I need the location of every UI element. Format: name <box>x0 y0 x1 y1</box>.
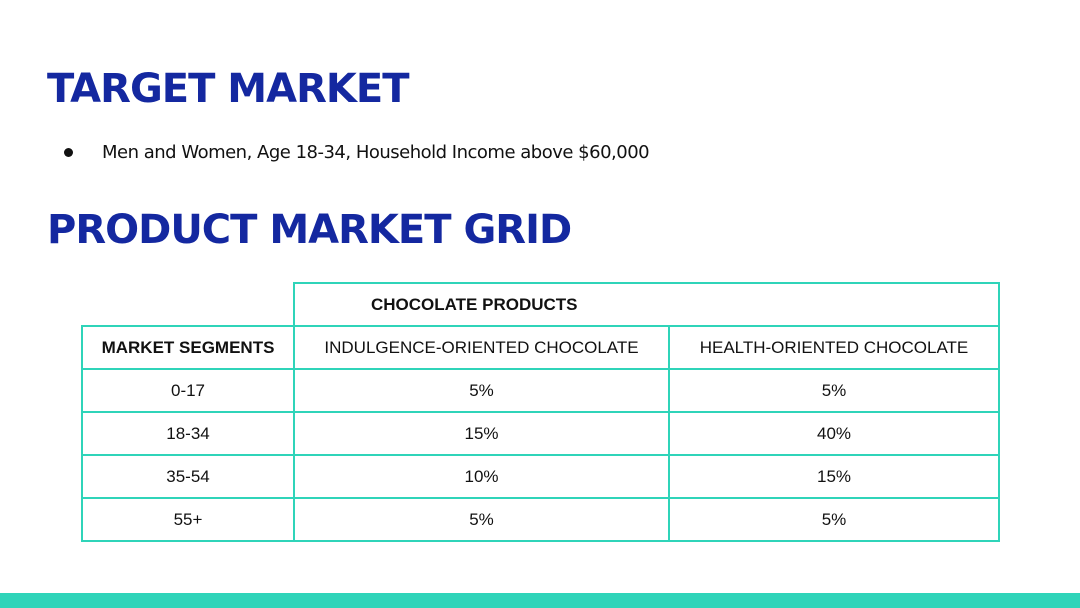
table-row <box>82 369 999 412</box>
indulgence-column-header: INDULGENCE-ORIENTED CHOCOLATE <box>294 326 669 369</box>
table-group-header-row <box>82 283 999 326</box>
indulgence-cell: 15% <box>294 412 669 455</box>
health-cell: 15% <box>669 455 999 498</box>
segment-cell: 18-34 <box>82 412 294 455</box>
table-row <box>82 412 999 455</box>
indulgence-cell: 5% <box>294 369 669 412</box>
chocolate-products-header: CHOCOLATE PRODUCTS <box>294 283 999 326</box>
target-market-bullets <box>64 140 649 166</box>
table-column-header-row <box>82 326 999 369</box>
table-empty-corner-cell <box>82 283 294 326</box>
health-column-header: HEALTH-ORIENTED CHOCOLATE <box>669 326 999 369</box>
bullet-text: Men and Women, Age 18-34, Household Income above $60,000 <box>102 142 650 163</box>
target-market-title: TARGET MARKET <box>47 66 409 112</box>
indulgence-cell: 5% <box>294 498 669 541</box>
bottom-accent-bar <box>0 593 1080 608</box>
health-cell: 5% <box>669 369 999 412</box>
product-market-grid-table <box>81 282 1000 542</box>
table-row <box>82 498 999 541</box>
health-cell: 40% <box>669 412 999 455</box>
health-cell: 5% <box>669 498 999 541</box>
product-market-grid-title: PRODUCT MARKET GRID <box>47 207 572 253</box>
market-segments-header: MARKET SEGMENTS <box>82 326 294 369</box>
bullet-item <box>64 140 649 166</box>
segment-cell: 0-17 <box>82 369 294 412</box>
indulgence-cell: 10% <box>294 455 669 498</box>
segment-cell: 55+ <box>82 498 294 541</box>
table-row <box>82 455 999 498</box>
bullet-dot-icon <box>64 148 73 157</box>
segment-cell: 35-54 <box>82 455 294 498</box>
